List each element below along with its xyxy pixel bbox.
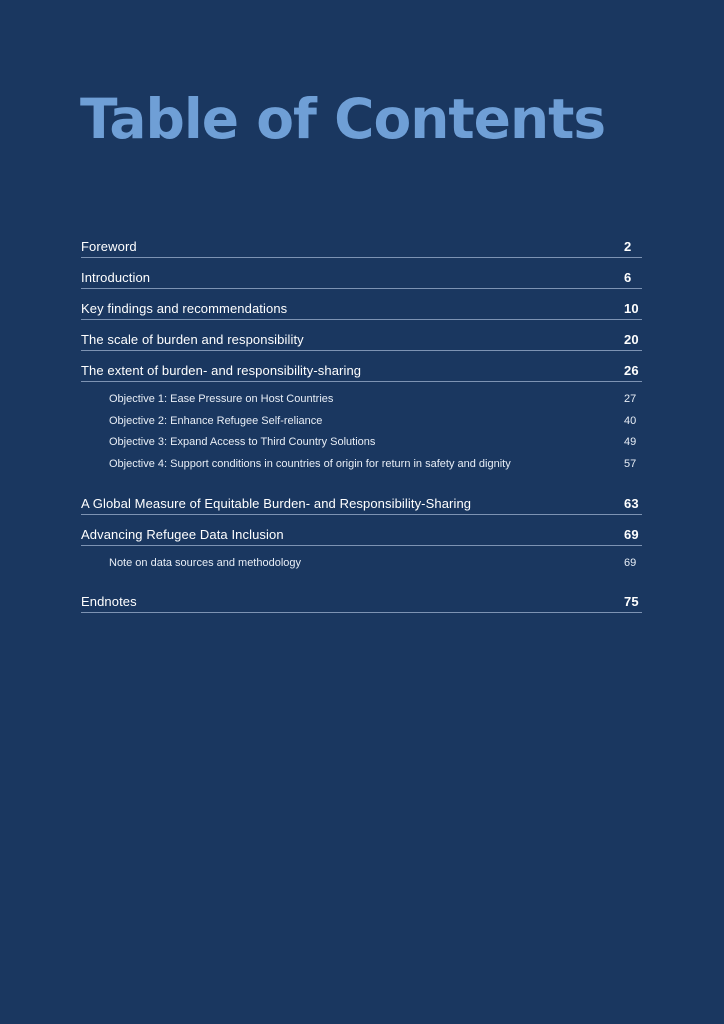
toc-entry-label: Advancing Refugee Data Inclusion xyxy=(81,526,284,542)
toc-entry-page: 6 xyxy=(624,270,632,285)
toc-sub-list-data xyxy=(81,546,642,592)
toc-entry-foreword[interactable] xyxy=(81,236,642,258)
toc-entry-introduction[interactable] xyxy=(81,267,642,289)
toc-entry-scale[interactable] xyxy=(81,329,642,351)
toc-sub-entry-page: 49 xyxy=(624,436,637,449)
table-of-contents xyxy=(81,236,642,613)
toc-sub-entry-label: Objective 3: Expand Access to Third Country Solutions xyxy=(109,436,376,449)
toc-entry-label: Key findings and recommendations xyxy=(81,301,288,316)
toc-sub-entry-objective-1[interactable] xyxy=(109,388,642,410)
toc-sub-entry-label: Objective 4: Support conditions in countries of origin for return in safety and dignity xyxy=(109,457,511,470)
toc-entry-label: Foreword xyxy=(81,239,137,254)
toc-entry-label: A Global Measure of Equitable Burden- and Responsibility-Sharing xyxy=(81,495,472,511)
toc-entry-page: 75 xyxy=(624,594,639,610)
toc-sub-entry-label: Objective 2: Enhance Refugee Self-reliance xyxy=(109,414,323,427)
toc-sub-entry-objective-3[interactable] xyxy=(109,431,642,453)
toc-sub-entry-page: 57 xyxy=(624,457,637,470)
toc-entry-page: 69 xyxy=(624,526,639,542)
toc-entry-label: The scale of burden and responsibility xyxy=(81,332,304,347)
toc-entry-page: 63 xyxy=(624,495,639,511)
toc-entry-key-findings[interactable] xyxy=(81,298,642,320)
toc-entry-page: 10 xyxy=(624,301,639,316)
toc-entry-page: 2 xyxy=(624,239,632,254)
toc-entry-label: Introduction xyxy=(81,270,151,285)
toc-entry-global-measure[interactable] xyxy=(81,493,642,515)
toc-entry-page: 26 xyxy=(624,363,639,378)
toc-sub-list-objectives xyxy=(81,382,642,493)
toc-sub-entry-label: Note on data sources and methodology xyxy=(109,556,302,569)
toc-sub-entry-page: 27 xyxy=(624,392,637,405)
toc-entry-endnotes[interactable] xyxy=(81,591,642,613)
toc-sub-entry-objective-4[interactable] xyxy=(109,453,642,475)
toc-sub-entry-objective-2[interactable] xyxy=(109,410,642,432)
toc-entry-extent[interactable] xyxy=(81,360,642,382)
toc-sub-entry-page: 69 xyxy=(624,556,637,569)
toc-entry-label: Endnotes xyxy=(81,594,137,610)
toc-entry-label: The extent of burden- and responsibility-sharing xyxy=(81,363,362,378)
page-title: Table of Contents xyxy=(80,87,606,151)
toc-sub-entry-label: Objective 1: Ease Pressure on Host Countries xyxy=(109,392,334,405)
toc-entry-data-inclusion[interactable] xyxy=(81,524,642,546)
toc-sub-entry-page: 40 xyxy=(624,414,637,427)
toc-sub-entry-data-sources[interactable] xyxy=(109,552,642,574)
toc-entry-page: 20 xyxy=(624,332,639,347)
